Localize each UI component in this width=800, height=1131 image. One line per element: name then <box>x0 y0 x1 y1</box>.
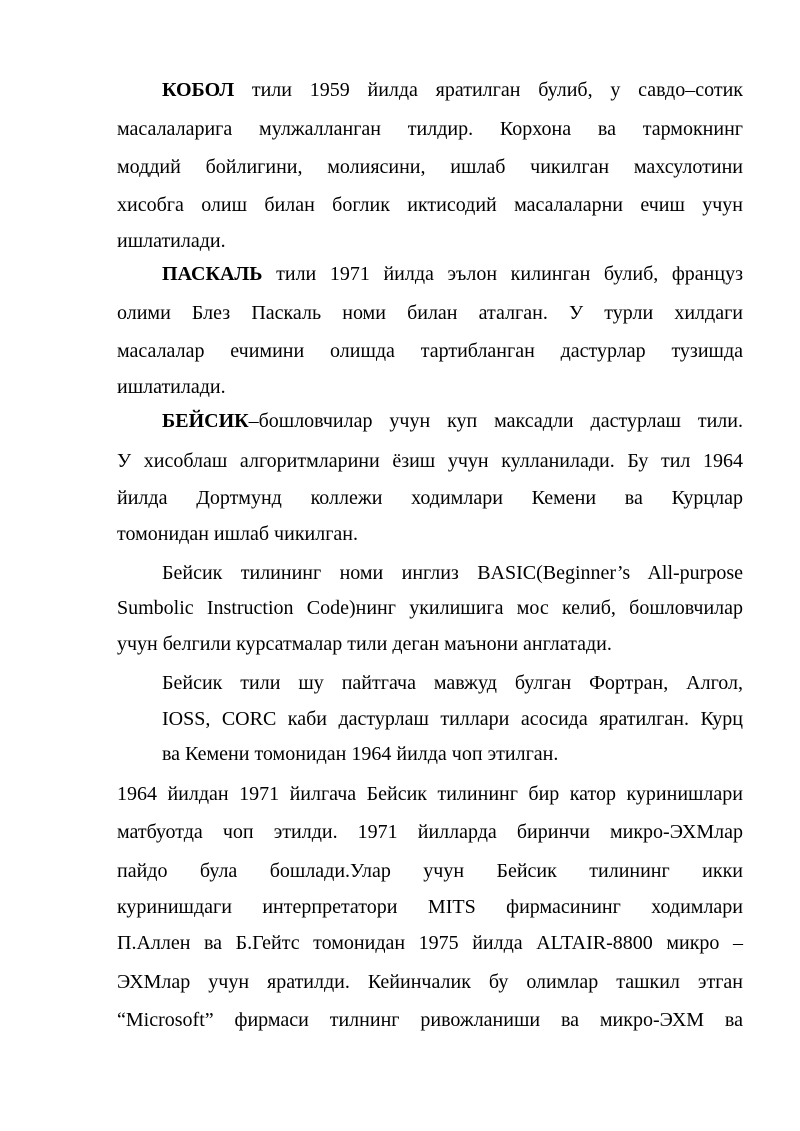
text-line: 1964 йилдан 1971 йилгача Бейсик тилининг бир катор куринишлари <box>117 783 743 805</box>
text-line: “Microsoft” фирмаси тилнинг ривожланиши ва микро-ЭХМ ва <box>117 1009 743 1031</box>
text-line: куринишдаги интерпретатори MITS фирмасининг ходимлари <box>117 896 743 918</box>
text-line: пайдо була бошлади.Улар учун Бейсик тилининг икки <box>117 860 743 882</box>
text-line: ишлатилади. <box>117 376 226 398</box>
text-line: йилда Дортмунд коллежи ходимлари Кемени ва Курцлар <box>117 487 743 509</box>
text-line: КОБОЛ тили 1959 йилда яратилган булиб, у савдо–сотик <box>162 79 743 101</box>
text-line: ПАСКАЛЬ тили 1971 йилда эълон килинган булиб, француз <box>162 263 743 285</box>
text-line: томонидан ишлаб чикилган. <box>117 523 358 545</box>
text-line: моддий бойлигини, молиясини, ишлаб чикилган махсулотини <box>117 156 743 178</box>
text-line: Sumbolic Instruction Code)нинг укилишига мос келиб, бошловчилар <box>117 597 743 619</box>
text-line: ва Кемени томонидан 1964 йилда чоп этилган. <box>162 743 559 765</box>
text-line: олими Блез Паскаль номи билан аталган. У турли хилдаги <box>117 302 743 324</box>
text-line: IOSS, CORC каби дастурлаш тиллари асосида яратилган. Курц <box>162 708 743 730</box>
text-line: Бейсик тилининг номи инглиз BASIC(Beginner’s All-purpose <box>162 562 743 584</box>
term-cobol: КОБОЛ <box>162 79 235 101</box>
text-line: масалалар ечимини олишда тартибланган дастурлар тузишда <box>117 340 743 362</box>
text-line: ишлатилади. <box>117 230 226 252</box>
text-line: У хисоблаш алгоритмларини ёзиш учун кулланилади. Бу тил 1964 <box>117 450 743 472</box>
text-line: БЕЙСИК–бошловчилар учун куп максадли дастурлаш тили. <box>162 410 743 432</box>
term-basic: БЕЙСИК <box>162 410 249 432</box>
text-line: ЭХМлар учун яратилди. Кейинчалик бу олимлар ташкил этган <box>117 971 743 993</box>
text-line: Бейсик тили шу пайтгача мавжуд булган Фортран, Алгол, <box>162 672 743 694</box>
text-line: хисобга олиш билан боглик иктисодий масалаларни ечиш учун <box>117 194 743 216</box>
text-line: масалаларига мулжалланган тилдир. Корхона ва тармокнинг <box>117 118 743 140</box>
term-pascal: ПАСКАЛЬ <box>162 263 263 285</box>
text-line: учун белгили курсатмалар тили деган маънони англатади. <box>117 633 612 655</box>
text-line: П.Аллен ва Б.Гейтс томонидан 1975 йилда ALTAIR-8800 микро – <box>117 932 743 954</box>
text-line: матбуотда чоп этилди. 1971 йилларда биринчи микро-ЭХМлар <box>117 821 743 843</box>
